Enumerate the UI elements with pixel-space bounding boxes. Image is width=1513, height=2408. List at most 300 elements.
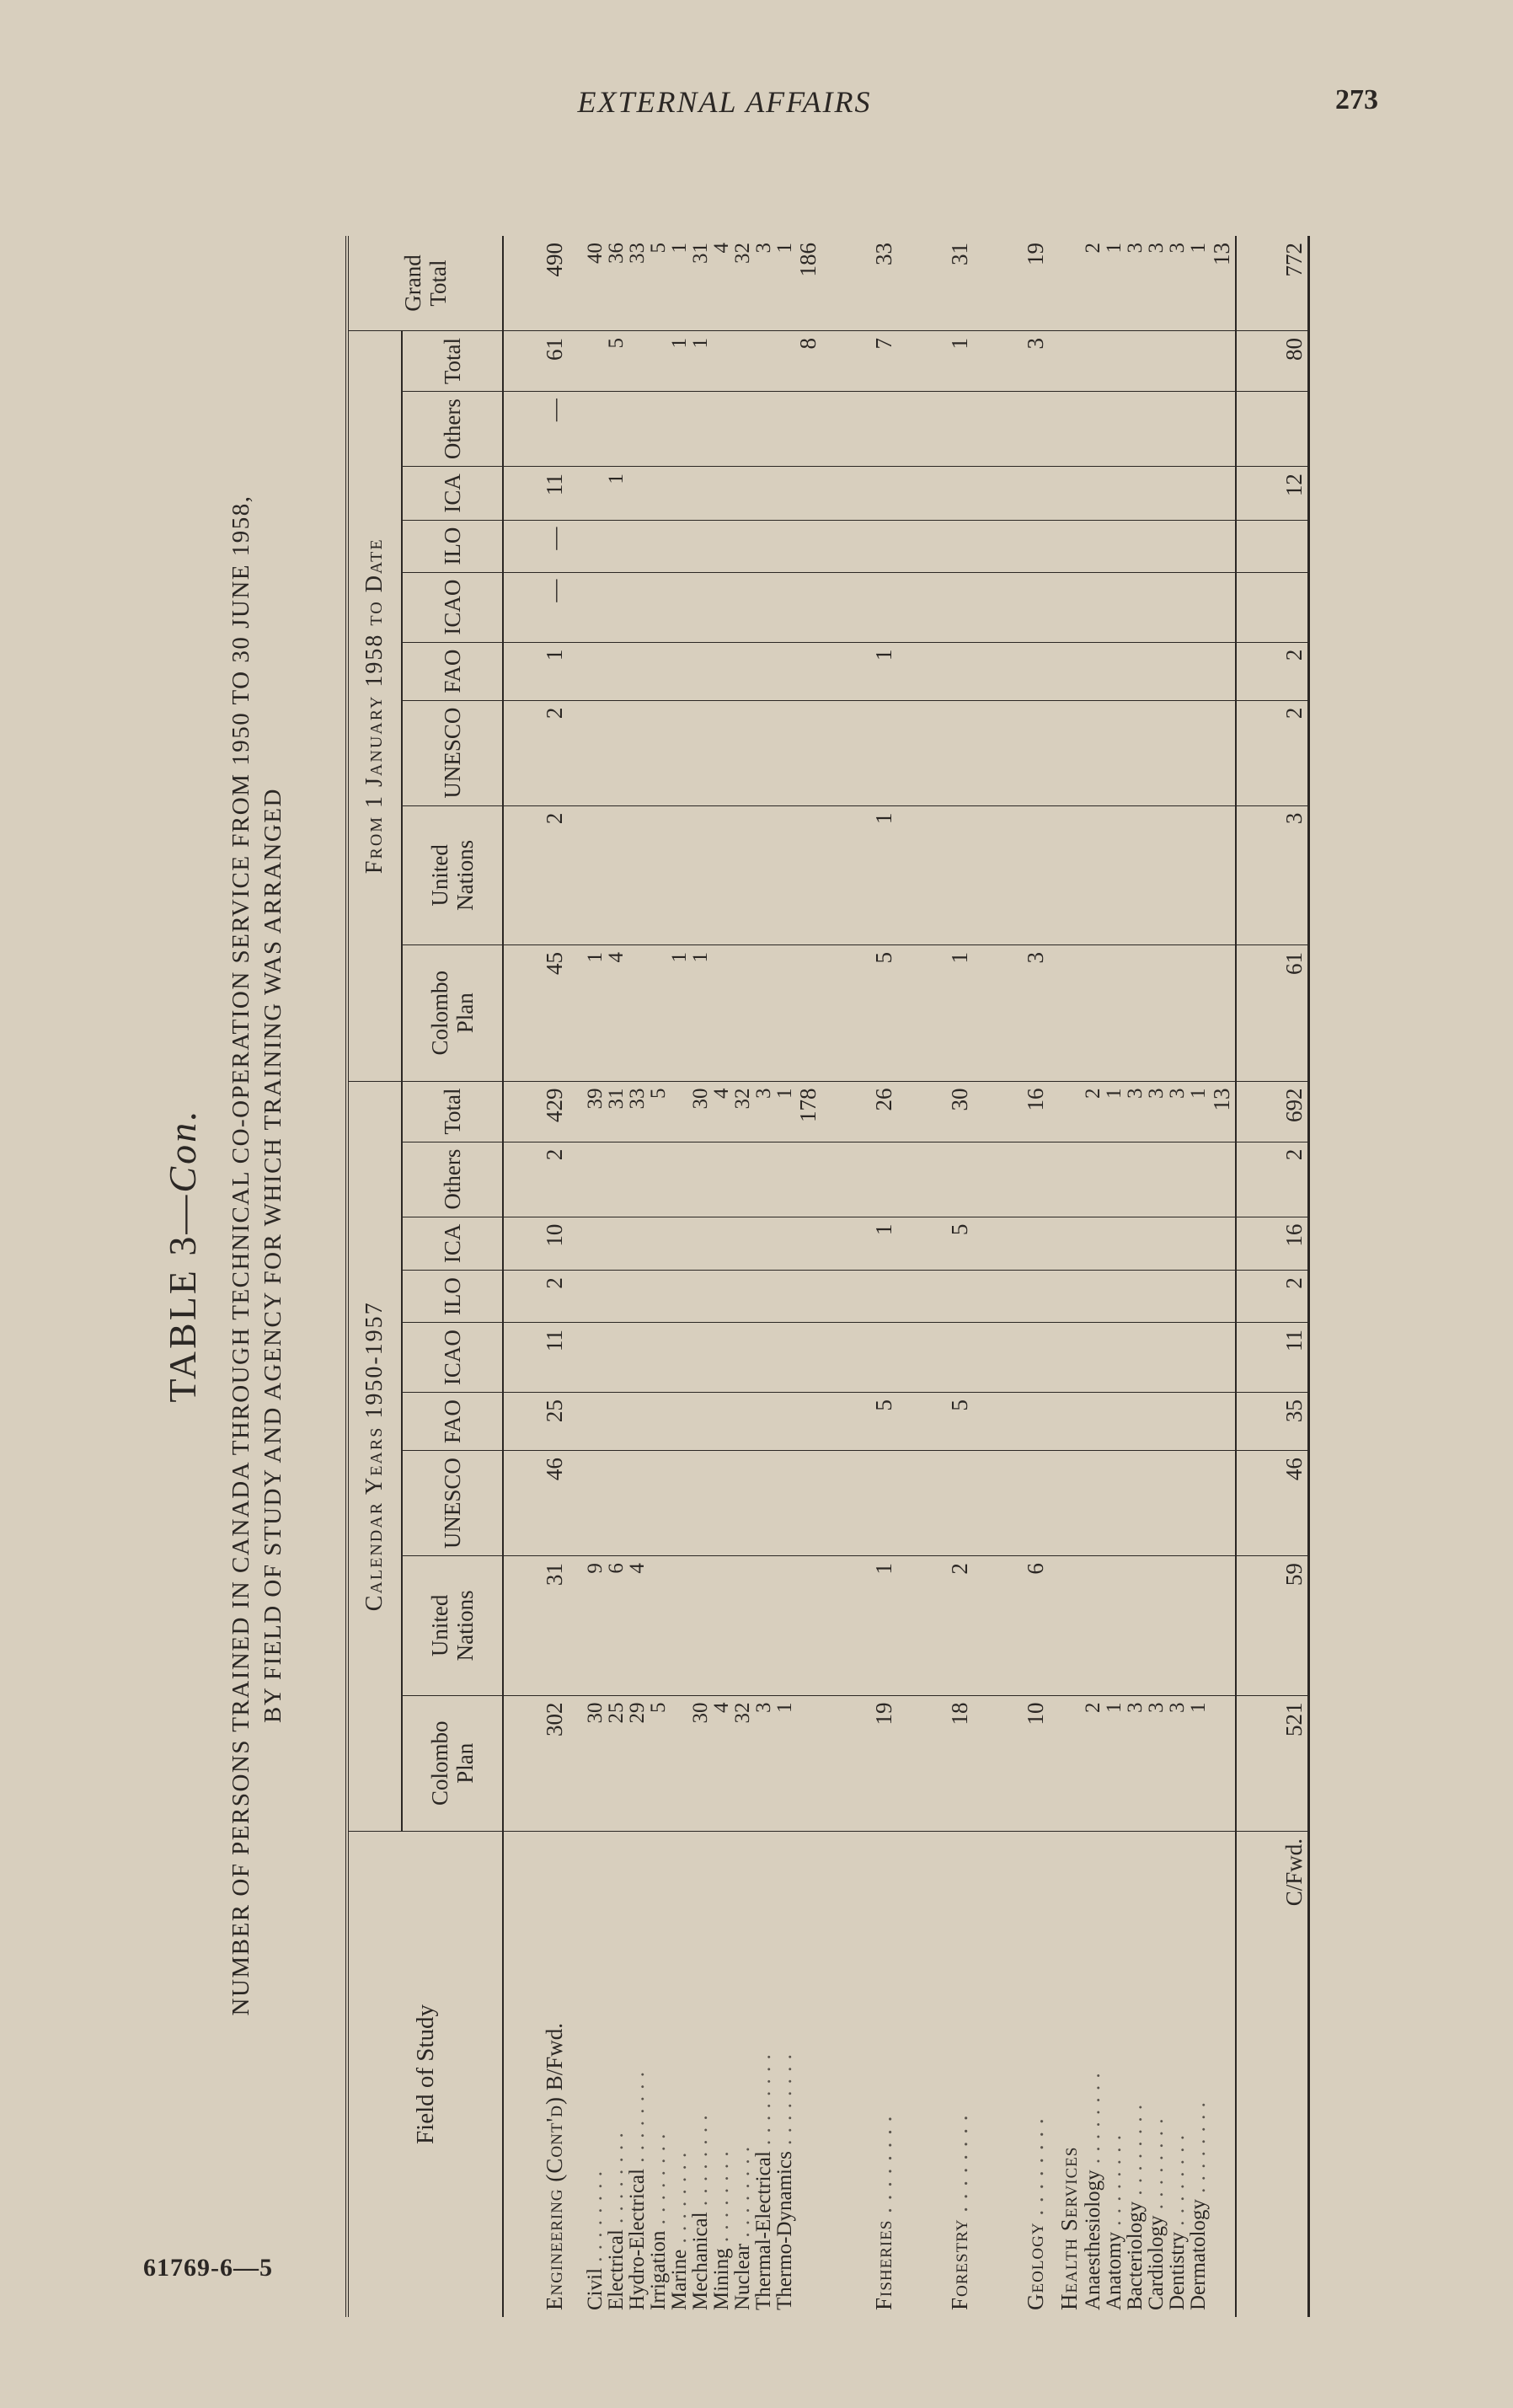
cell-1950-1957: 1 — [1104, 1081, 1125, 1142]
leader-dots: . . . . . . . . — [710, 2150, 733, 2249]
cell-grand-total: 40 — [568, 236, 606, 331]
cell-1958 — [627, 945, 648, 1081]
cell-1950-1957: 521 — [1236, 1695, 1309, 1831]
row-label — [503, 1832, 568, 2318]
row-label-text: Marine — [668, 2249, 691, 2310]
cell-grand-subtotal: 186 — [795, 236, 821, 331]
cell-1958 — [1188, 331, 1209, 392]
cell-1950-1957 — [973, 1217, 1049, 1271]
leader-dots: . . . . . . . . — [1023, 2117, 1048, 2223]
cell-grand-total: 1 — [774, 236, 795, 331]
row-label-text: Cardiology — [1145, 2215, 1168, 2310]
cell-1950-1957 — [973, 1323, 1049, 1393]
cell-1958 — [669, 467, 690, 521]
cell-1950-1957: 5 — [648, 1695, 669, 1831]
cell-1950-1957 — [711, 1451, 732, 1556]
cell-1958 — [897, 642, 973, 700]
cell-1958 — [774, 467, 795, 521]
cell-empty — [795, 1556, 821, 1695]
leader-dots: . . . . . . . . — [731, 2145, 754, 2244]
cell-1958 — [711, 642, 732, 700]
cell-1950-1957: 5 — [897, 1393, 973, 1451]
cell-1958 — [1146, 572, 1167, 642]
row-label — [627, 1832, 648, 2318]
row-label-text: C/Fwd. — [1281, 1838, 1307, 1907]
row-label — [821, 1832, 897, 2318]
cell-grand-total: 3 — [1146, 236, 1167, 331]
cell-1958 — [973, 642, 1049, 700]
cell-1950-1957: 35 — [1236, 1393, 1309, 1451]
cell-1958 — [568, 520, 606, 572]
cell-1950-1957: 2 — [1083, 1695, 1104, 1831]
cell-1950-1957 — [1104, 1323, 1125, 1393]
cell-1958 — [1146, 700, 1167, 805]
cell-1958 — [1104, 392, 1125, 467]
cell-1958 — [1236, 392, 1309, 467]
cell-1950-1957 — [1125, 1271, 1146, 1323]
cell-1950-1957: 30 — [568, 1695, 606, 1831]
cell-1950-1957 — [690, 1271, 711, 1323]
col-icao: ICAO — [402, 572, 503, 642]
row-health — [1146, 236, 1167, 2317]
leader-dots: . . . . . . . . — [752, 2053, 775, 2152]
cell-1958 — [1167, 331, 1188, 392]
cell-empty — [1049, 1451, 1083, 1556]
cell-1950-1957: 10 — [503, 1217, 568, 1271]
row-engineering — [711, 236, 732, 2317]
cell-1958 — [606, 520, 627, 572]
cell-1958 — [648, 572, 669, 642]
cell-1950-1957: 2 — [1236, 1142, 1309, 1217]
cell-1950-1957 — [568, 1393, 606, 1451]
cell-1950-1957 — [1146, 1451, 1167, 1556]
cell-1958 — [732, 945, 753, 1081]
cell-1958 — [1125, 392, 1146, 467]
row-engineering — [568, 236, 606, 2317]
cell-1950-1957 — [711, 1142, 732, 1217]
cell-1950-1957 — [690, 1217, 711, 1271]
cell-1950-1957 — [648, 1217, 669, 1271]
cell-1958 — [568, 642, 606, 700]
cell-grand-total: 19 — [973, 236, 1049, 331]
cell-1950-1957: 3 — [1167, 1695, 1188, 1831]
cell-1958 — [1125, 945, 1146, 1081]
row-label-text: Bacteriology — [1124, 2201, 1147, 2310]
cell-1958 — [1125, 642, 1146, 700]
cell-empty — [1209, 1217, 1236, 1271]
cell-1950-1957: 4 — [711, 1695, 732, 1831]
leader-dots: . . . . . . . . — [605, 2132, 628, 2230]
row-label-text: Anaesthesiology — [1082, 2170, 1104, 2310]
cell-1958 — [897, 467, 973, 521]
cell-1958 — [1188, 805, 1209, 944]
cell-empty — [1209, 392, 1236, 467]
training-table — [345, 236, 1310, 2317]
cell-1958 — [627, 572, 648, 642]
row-label — [897, 1832, 973, 2318]
cell-1958: 7 — [821, 331, 897, 392]
leader-dots: . . . . . . . . — [1103, 2133, 1125, 2232]
cell-1950-1957: 10 — [973, 1695, 1049, 1831]
cell-1958 — [1188, 520, 1209, 572]
cell-empty — [795, 1451, 821, 1556]
row-label — [1083, 1832, 1104, 2318]
cell-1950-1957 — [568, 1323, 606, 1393]
cell-1950-1957: 32 — [732, 1695, 753, 1831]
cell-1958 — [1167, 572, 1188, 642]
page-number: 273 — [1335, 84, 1378, 115]
row-label — [1209, 1832, 1236, 2318]
cell-1950-1957 — [1125, 1393, 1146, 1451]
cell-1950-1957 — [606, 1142, 627, 1217]
cell-1950-1957 — [753, 1217, 774, 1271]
cell-1950-1957: 16 — [1236, 1217, 1309, 1271]
cell-1950-1957 — [1167, 1556, 1188, 1695]
running-title: EXTERNAL AFFAIRS — [577, 85, 872, 119]
cell-1950-1957 — [606, 1271, 627, 1323]
cell-1950-1957 — [669, 1217, 690, 1271]
cell-1958 — [568, 572, 606, 642]
cell-1950-1957: 3 — [1146, 1695, 1167, 1831]
cell-1950-1957 — [821, 1323, 897, 1393]
cell-grand-total: 3 — [1167, 236, 1188, 331]
cell-1950-1957 — [1167, 1217, 1188, 1271]
cell-1950-1957 — [690, 1556, 711, 1695]
cell-1950-1957 — [606, 1393, 627, 1451]
cell-1950-1957 — [732, 1393, 753, 1451]
cell-1950-1957 — [690, 1142, 711, 1217]
cell-1950-1957: 16 — [973, 1081, 1049, 1142]
cell-1950-1957: 18 — [897, 1695, 973, 1831]
cell-1950-1957: 2 — [503, 1142, 568, 1217]
cell-1950-1957: 1 — [1188, 1695, 1209, 1831]
cell-1950-1957 — [669, 1081, 690, 1142]
cell-1958: 1 — [821, 642, 897, 700]
cell-1958 — [1083, 392, 1104, 467]
cell-1950-1957: 3 — [1125, 1081, 1146, 1142]
cell-1958: 1 — [897, 331, 973, 392]
cell-1958 — [711, 467, 732, 521]
cell-1958: 12 — [1236, 467, 1309, 521]
cell-1958 — [648, 392, 669, 467]
cell-grand-total: 32 — [732, 236, 753, 331]
cell-1950-1957 — [627, 1393, 648, 1451]
cell-1958: 11 — [503, 467, 568, 521]
row-engineering-subtotal — [795, 236, 821, 2317]
row-label-text: Health Services — [1056, 2146, 1082, 2310]
cell-1958 — [669, 700, 690, 805]
col-united-nations: United Nations — [402, 805, 503, 944]
cell-empty — [1049, 642, 1083, 700]
cell-1950-1957 — [753, 1142, 774, 1217]
cell-1958 — [711, 805, 732, 944]
row-health — [1188, 236, 1209, 2317]
cell-1958: 1 — [897, 945, 973, 1081]
row-label-text: Thermo-Dynamics — [773, 2151, 796, 2310]
cell-1958 — [1167, 642, 1188, 700]
cell-1958 — [753, 572, 774, 642]
cell-1950-1957 — [648, 1271, 669, 1323]
cell-1950-1957: 3 — [1167, 1081, 1188, 1142]
row-engineering — [648, 236, 669, 2317]
leader-dots: . . . . . . . . — [626, 2071, 649, 2170]
cell-1950-1957 — [821, 1451, 897, 1556]
cell-empty — [1049, 700, 1083, 805]
row-bfwd — [503, 236, 568, 2317]
cell-1958 — [1188, 945, 1209, 1081]
cell-1950-1957 — [1083, 1451, 1104, 1556]
cell-1958 — [690, 805, 711, 944]
cell-empty — [1049, 572, 1083, 642]
cell-1950-1957 — [897, 1323, 973, 1393]
cell-1950-1957 — [732, 1556, 753, 1695]
row-label — [1125, 1832, 1146, 2318]
cell-1958 — [568, 700, 606, 805]
cell-1950-1957 — [648, 1142, 669, 1217]
cell-empty — [795, 392, 821, 467]
cell-1950-1957 — [774, 1323, 795, 1393]
row-label-text: Fisheries — [871, 2219, 896, 2310]
cell-1950-1957: 4 — [711, 1081, 732, 1142]
cell-1958: 5 — [606, 331, 627, 392]
cell-1950-1957: 2 — [897, 1556, 973, 1695]
cell-1950-1957 — [627, 1142, 648, 1217]
cell-empty — [1049, 805, 1083, 944]
cell-1950-1957 — [627, 1451, 648, 1556]
cell-1958: 5 — [821, 945, 897, 1081]
cell-1950-1957 — [973, 1142, 1049, 1217]
cell-empty — [795, 572, 821, 642]
cell-1958: 2 — [503, 805, 568, 944]
cell-subtotal: 8 — [795, 331, 821, 392]
cell-empty — [1049, 520, 1083, 572]
row-health — [1167, 236, 1188, 2317]
cell-1958 — [568, 467, 606, 521]
cell-1950-1957: 30 — [897, 1081, 973, 1142]
row-label — [711, 1832, 732, 2318]
cell-subtotal: 178 — [795, 1081, 821, 1142]
cell-1958 — [648, 700, 669, 805]
cell-1950-1957: 6 — [973, 1556, 1049, 1695]
col-others: Others — [402, 1142, 503, 1217]
cell-1950-1957 — [1125, 1217, 1146, 1271]
cell-1950-1957 — [1104, 1393, 1125, 1451]
cell-1950-1957 — [1146, 1556, 1167, 1695]
cell-1950-1957 — [690, 1393, 711, 1451]
cell-1950-1957 — [690, 1451, 711, 1556]
cell-1958 — [690, 572, 711, 642]
cell-1958 — [1104, 700, 1125, 805]
col-colombo-plan: Colombo Plan — [402, 1695, 503, 1831]
cell-1958 — [627, 642, 648, 700]
cell-1950-1957 — [821, 1142, 897, 1217]
table-title — [160, 160, 205, 2351]
cell-1958 — [774, 945, 795, 1081]
row-label — [732, 1832, 753, 2318]
cell-empty — [1049, 1142, 1083, 1217]
cell-empty — [1209, 1393, 1236, 1451]
cell-1950-1957 — [732, 1217, 753, 1271]
cell-grand-total: 31 — [897, 236, 973, 331]
cell-1958 — [648, 805, 669, 944]
row-label-text: Geology — [1023, 2222, 1048, 2310]
row-label-text: Mining — [710, 2248, 733, 2310]
col-unesco: UNESCO — [402, 1451, 503, 1556]
cell-1950-1957 — [753, 1393, 774, 1451]
cell-1958 — [732, 467, 753, 521]
cell-1958 — [627, 392, 648, 467]
cell-1958 — [1125, 331, 1146, 392]
cell-empty — [795, 1323, 821, 1393]
cell-1950-1957 — [1146, 1271, 1167, 1323]
row-label — [690, 1832, 711, 2318]
cell-empty — [795, 1271, 821, 1323]
cell-1958: 1 — [503, 642, 568, 700]
cell-1950-1957 — [606, 1451, 627, 1556]
cell-1958 — [774, 572, 795, 642]
cell-1950-1957 — [711, 1217, 732, 1271]
row-health — [1083, 236, 1104, 2317]
row-health-heading — [1049, 236, 1083, 2317]
cell-1950-1957 — [648, 1451, 669, 1556]
cell-1958 — [711, 392, 732, 467]
cell-1950-1957 — [1188, 1393, 1209, 1451]
cell-1950-1957 — [1104, 1451, 1125, 1556]
row-label — [1049, 1832, 1083, 2318]
cell-1958 — [1104, 805, 1125, 944]
cell-1950-1957 — [627, 1323, 648, 1393]
cell-1958 — [1083, 642, 1104, 700]
cell-1950-1957 — [774, 1142, 795, 1217]
cell-1950-1957 — [1125, 1323, 1146, 1393]
cell-grand-total: 490 — [503, 236, 568, 331]
row-label — [669, 1832, 690, 2318]
cell-1950-1957: 2 — [503, 1271, 568, 1323]
cell-1950-1957 — [973, 1451, 1049, 1556]
cell-1958 — [1146, 392, 1167, 467]
cell-1950-1957: 46 — [1236, 1451, 1309, 1556]
col-icao: ICAO — [402, 1323, 503, 1393]
cell-1958 — [669, 392, 690, 467]
cell-1958 — [732, 805, 753, 944]
cell-1950-1957: 1 — [774, 1695, 795, 1831]
cell-1958 — [753, 945, 774, 1081]
cell-1958 — [568, 805, 606, 944]
cell-empty — [1209, 805, 1236, 944]
cell-1950-1957: 19 — [821, 1695, 897, 1831]
cell-1958 — [1146, 945, 1167, 1081]
col-united-nations: United Nations — [402, 1556, 503, 1695]
cell-1950-1957 — [1188, 1323, 1209, 1393]
table-caption-line1: NUMBER OF PERSONS TRAINED IN CANADA THROUGH TECHNICAL CO-OPERATION SERVICE FROM 1950 TO 30 JUNE 1958, — [227, 495, 254, 2016]
row-label — [1167, 1832, 1188, 2318]
cell-1950-1957 — [1125, 1142, 1146, 1217]
cell-1950-1957 — [973, 1271, 1049, 1323]
cell-1958: 1 — [821, 805, 897, 944]
cell-1950-1957: 1 — [1104, 1695, 1125, 1831]
cell-1950-1957 — [669, 1695, 690, 1831]
cell-1958 — [690, 520, 711, 572]
row-health — [1125, 236, 1146, 2317]
cell-1950-1957: 1 — [1188, 1081, 1209, 1142]
cell-1950-1957 — [732, 1271, 753, 1323]
cell-1958 — [1104, 945, 1125, 1081]
cell-empty — [1049, 945, 1083, 1081]
row-label-text: Hydro-Electrical — [626, 2169, 649, 2310]
cell-1958: — — [503, 520, 568, 572]
cell-1950-1957 — [1167, 1393, 1188, 1451]
cell-1950-1957 — [606, 1323, 627, 1393]
cell-empty — [1209, 572, 1236, 642]
cell-1950-1957 — [753, 1556, 774, 1695]
leader-dots: . . . . . . . . — [689, 2114, 712, 2213]
col-others: Others — [402, 392, 503, 467]
cell-1958 — [1125, 700, 1146, 805]
row-engineering — [753, 236, 774, 2317]
cell-1950-1957 — [1167, 1451, 1188, 1556]
cell-1950-1957 — [669, 1451, 690, 1556]
cell-1958 — [1146, 642, 1167, 700]
cell-1950-1957 — [753, 1323, 774, 1393]
row-label-text: Electrical — [605, 2229, 628, 2310]
cell-1950-1957: 29 — [627, 1695, 648, 1831]
cell-empty — [795, 1393, 821, 1451]
cell-1950-1957 — [1083, 1271, 1104, 1323]
cell-1958 — [753, 700, 774, 805]
cell-1958 — [1146, 805, 1167, 944]
cell-1958 — [973, 805, 1049, 944]
row-label-text: Irrigation — [647, 2230, 670, 2310]
cell-1950-1957 — [1125, 1451, 1146, 1556]
cell-1958 — [821, 392, 897, 467]
col-total: Total — [402, 1081, 503, 1142]
cell-1950-1957: 30 — [690, 1695, 711, 1831]
row-fisheries — [821, 236, 897, 2317]
row-label — [753, 1832, 774, 2318]
leader-dots: . . . . . . . . — [1124, 2103, 1147, 2202]
cell-1958 — [1083, 520, 1104, 572]
cell-1958 — [973, 572, 1049, 642]
cell-1950-1957 — [627, 1217, 648, 1271]
rotated-table-block — [152, 160, 1348, 2351]
cell-1958 — [1104, 642, 1125, 700]
cell-1958 — [568, 392, 606, 467]
cell-1950-1957 — [774, 1451, 795, 1556]
cell-1950-1957 — [669, 1142, 690, 1217]
cell-1950-1957 — [648, 1323, 669, 1393]
cell-1958 — [821, 467, 897, 521]
col-ica: ICA — [402, 1217, 503, 1271]
cell-1950-1957: 5 — [897, 1217, 973, 1271]
cell-1950-1957 — [1188, 1556, 1209, 1695]
row-label — [795, 1832, 821, 2318]
row-forestry — [897, 236, 973, 2317]
cell-1950-1957 — [627, 1271, 648, 1323]
cell-1958 — [711, 572, 732, 642]
cell-empty — [1049, 392, 1083, 467]
cell-empty — [795, 805, 821, 944]
cell-empty — [1209, 1271, 1236, 1323]
cell-1958 — [753, 520, 774, 572]
cell-1950-1957 — [897, 1451, 973, 1556]
cell-grand-total: 36 — [606, 236, 627, 331]
cell-grand-total: 1 — [1188, 236, 1209, 331]
cell-1958 — [753, 331, 774, 392]
cell-1958 — [753, 805, 774, 944]
row-label — [1146, 1832, 1167, 2318]
cell-1958 — [1083, 331, 1104, 392]
cell-1950-1957 — [1146, 1393, 1167, 1451]
